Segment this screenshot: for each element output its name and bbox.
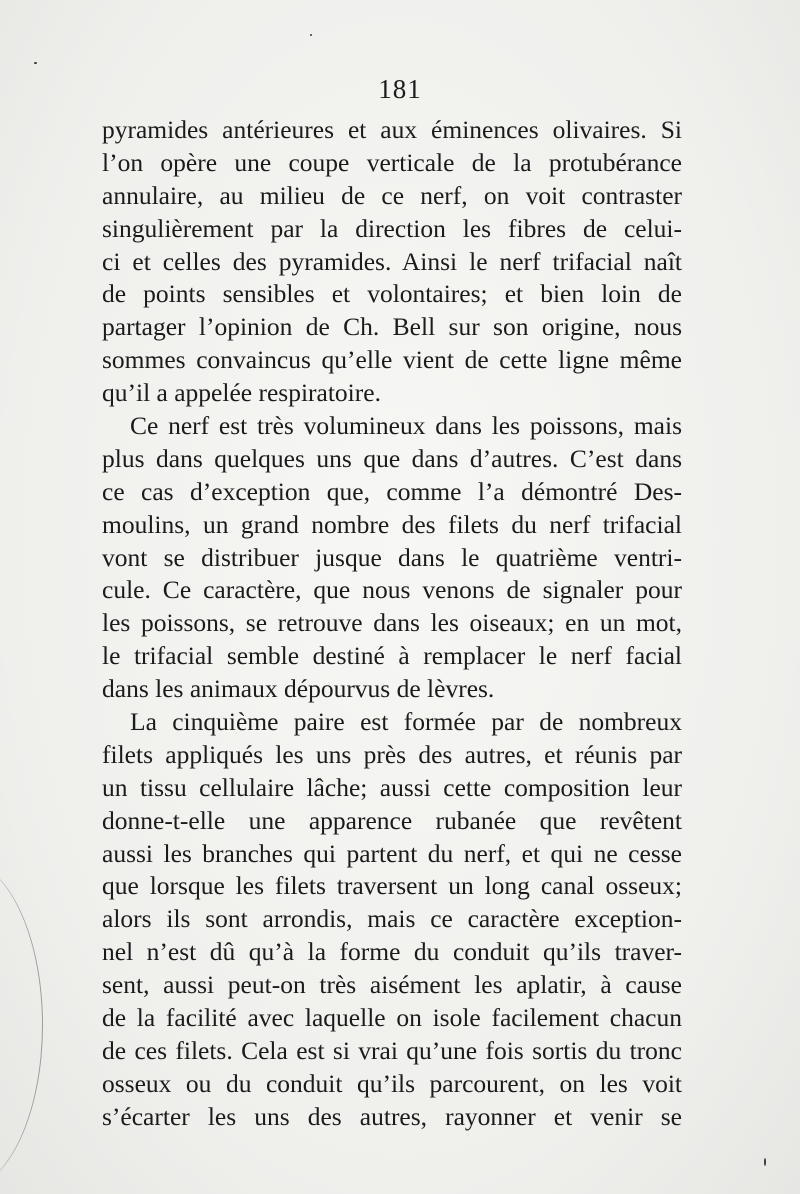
page-edge-curve [0,860,43,1190]
text-line: Ce nerf est très volumineux dans les poissons, mais [130,411,682,441]
text-line: sommes convaincus qu’elle vient de cette ligne même [102,345,682,375]
text-line: dans les animaux dépourvus de lèvres. [102,674,495,704]
text-line: filets appliqués les uns près des autres, et réunis par [102,739,682,769]
text-line: partager l’opinion de Ch. Bell sur son origine, nous [102,312,682,342]
text-line: le trifacial semble destiné à remplacer le nerf facial [102,641,682,671]
text-line: nel n’est dû qu’à la forme du conduit qu’ils traver- [102,937,682,967]
text-line: qu’il a appelée respiratoire. [102,378,381,408]
text-line: les poissons, se retrouve dans les oiseaux; en un mot, [102,608,682,638]
text-line: plus dans quelques uns que dans d’autres. C’est dans [102,443,682,473]
text-line: La cinquième paire est formée par de nombreux [130,707,682,737]
text-line: s’écarter les uns des autres, rayonner et venir se [102,1101,682,1131]
text-line: alors ils sont arrondis, mais ce caractère exception- [102,904,682,934]
text-line: un tissu cellulaire lâche; aussi cette composition leur [102,772,682,802]
text-line: cule. Ce caractère, que nous venons de signaler pour [102,575,682,605]
text-line: de la facilité avec laquelle on isole facilement chacun [102,1003,682,1033]
text-line: ce cas d’exception que, comme l’a démontré Des- [102,476,682,506]
text-line: singulièrement par la direction les fibres de celui- [102,213,682,243]
text-line: de ces filets. Cela est si vrai qu’une fois sortis du tronc [102,1035,682,1065]
text-line: annulaire, au milieu de ce nerf, on voit contraster [102,180,682,210]
text-line: pyramides antérieures et aux éminences olivaires. Si [102,115,682,144]
ink-speck [34,62,37,64]
ink-speck [764,1158,766,1166]
body-text [102,114,682,1134]
text-line: l’on opère une coupe verticale de la protubérance [102,147,682,177]
text-line: aussi les branches qui partent du nerf, et qui ne cesse [102,838,682,868]
text-line: osseux ou du conduit qu’ils parcourent, on les voit [102,1068,682,1098]
ink-speck [310,34,312,36]
text-line: donne-t-elle une apparence rubanée que revêtent [102,805,682,835]
page-number: 181 [378,74,422,104]
text-line: vont se distribuer jusque dans le quatrième ventri- [102,542,682,572]
text-line: ci et celles des pyramides. Ainsi le nerf trifacial naît [102,246,682,276]
text-line: moulins, un grand nombre des filets du nerf trifacial [102,509,682,539]
text-line: de points sensibles et volontaires; et bien loin de [102,279,682,309]
text-line: sent, aussi peut-on très aisément les aplatir, à cause [102,970,682,1000]
text-line: que lorsque les filets traversent un long canal osseux; [102,871,682,901]
